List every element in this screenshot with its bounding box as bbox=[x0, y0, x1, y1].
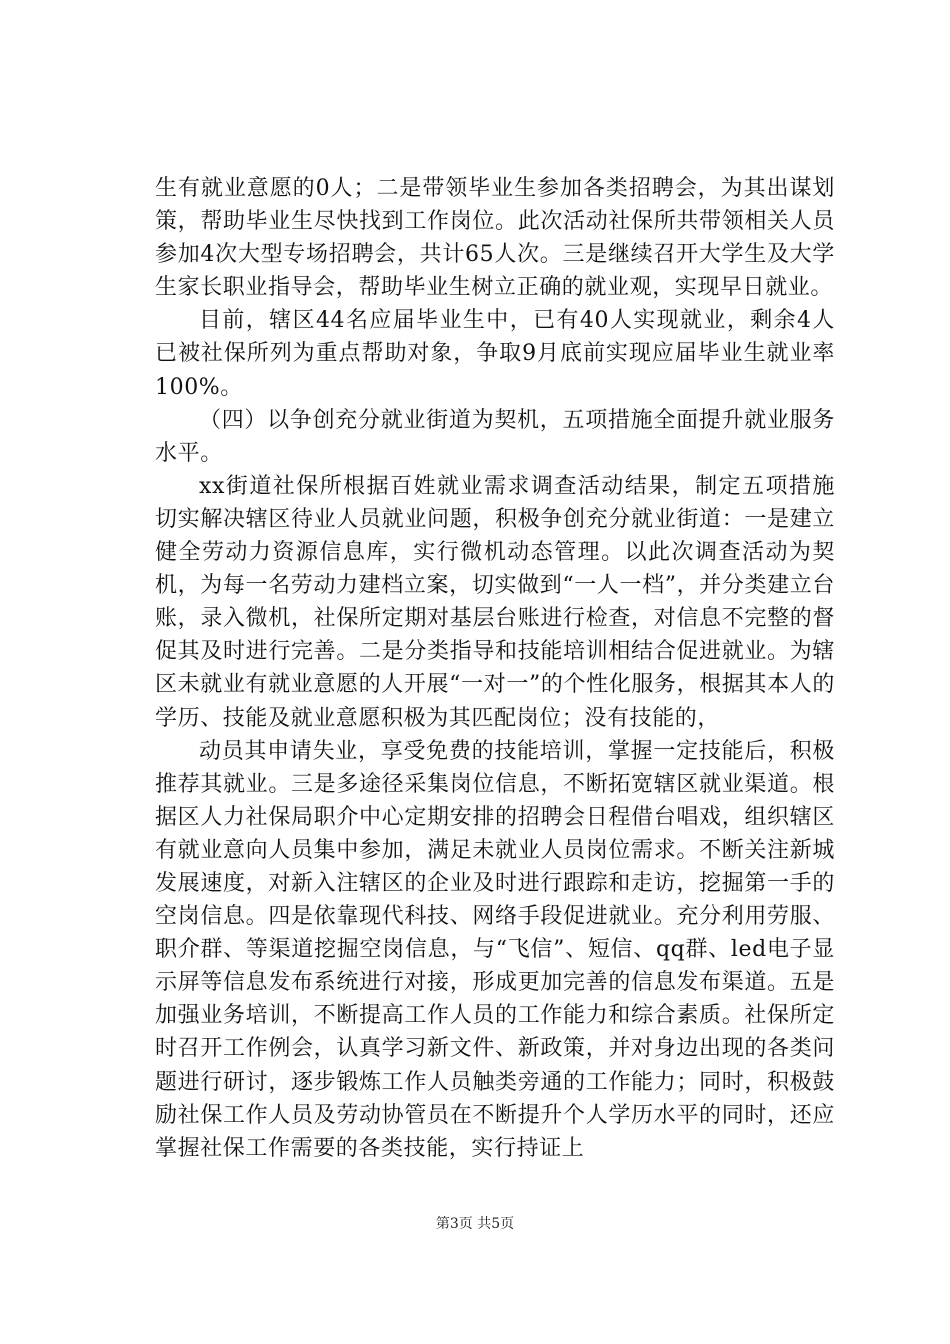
paragraph-five-measures: xx街道社保所根据百姓就业需求调查活动结果，制定五项措施切实解决辖区待业人员就业问题，积极争创充分就业街道：一是建立健全劳动力资源信息库，实行微机动态管理。以此次调查活动为契机，为每一名劳动力建档立案，切实做到“一人一档”，并分类建立台账，录入微机，社保所定期对基层台账进行检查，对信息不完整的督促其及时进行完善。二是分类指导和技能培训相结合促进就业。为辖区未就业有就业意愿的人开展“一对一”的个性化服务，根据其本人的学历、技能及就业意愿积极为其匹配岗位；没有技能的， bbox=[155, 473, 835, 731]
paragraph-measures-continued: 动员其申请失业，享受免费的技能培训，掌握一定技能后，积极推荐其就业。三是多途径采集岗位信息，不断拓宽辖区就业渠道。根据区人力社保局职介中心定期安排的招聘会日程借台唱戏，组织辖区有就业意向人员集中参加，满足未就业人员岗位需求。不断关注新城发展速度，对新入注辖区的企业及时进行跟踪和走访，挖掘第一手的空岗信息。四是依靠现代科技、网络手段促进就业。充分利用劳服、职介群、等渠道挖掘空岗信息，与“飞信”、短信、qq群、led电子显示屏等信息发布系统进行对接，形成更加完善的信息发布渠道。五是加强业务培训，不断提高工作人员的工作能力和综合素质。社保所定时召开工作例会，认真学习新文件、新政策，并对身边出现的各类问题进行研讨，逐步锻炼工作人员触类旁通的工作能力；同时，积极鼓励社保工作人员及劳动协管员在不断提升个人学历水平的同时，还应掌握社保工作需要的各类技能，实行持证上 bbox=[155, 738, 835, 1161]
paragraph-continuation: 生有就业意愿的0人；二是带领毕业生参加各类招聘会，为其出谋划策，帮助毕业生尽快找到工作岗位。此次活动社保所共带领相关人员参加4次大型专场招聘会，共计65人次。三是继续召开大学生及大学生家长职业指导会，帮助毕业生树立正确的就业观，实现早日就业。 bbox=[155, 176, 835, 301]
document-body bbox=[155, 172, 835, 1165]
page-number-footer: 第3页 共5页 bbox=[435, 1216, 515, 1232]
paragraph-graduate-employment: 目前，辖区44名应届毕业生中，已有40人实现就业，剩余4人已被社保所列为重点帮助对象，争取9月底前实现应届毕业生就业率100%。 bbox=[155, 308, 835, 400]
section-heading-four: （四）以争创充分就业街道为契机，五项措施全面提升就业服务水平。 bbox=[155, 407, 835, 466]
